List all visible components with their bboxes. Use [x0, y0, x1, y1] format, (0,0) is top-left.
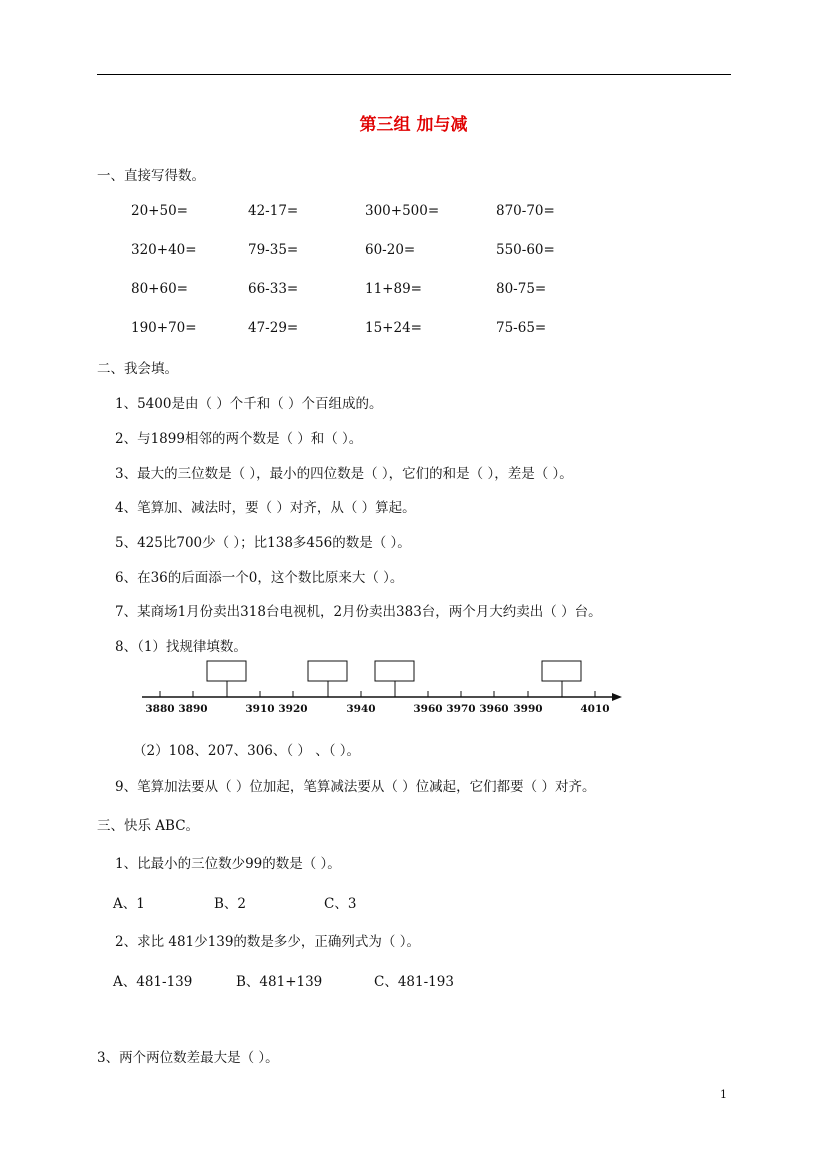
arith-item: 66-33=: [248, 281, 299, 297]
arith-item: 60-20=: [365, 242, 416, 258]
choice-question-3: 3、两个两位数差最大是（ ）。: [97, 1050, 279, 1066]
axis-arrow: [612, 693, 622, 701]
arith-item: 80+60=: [131, 281, 188, 297]
page-number: 1: [720, 1088, 727, 1101]
arith-item: 15+24=: [365, 320, 422, 336]
arith-item: 190+70=: [131, 320, 197, 336]
option-b: B、2: [214, 896, 247, 912]
arith-row: [0, 320, 827, 340]
tick-label: 3960: [413, 703, 443, 715]
question-6: 6、在36的后面添一个0，这个数比原来大（ ）。: [115, 570, 404, 586]
arith-item: 300+500=: [365, 203, 440, 219]
arith-item: 75-65=: [496, 320, 547, 336]
answer-box: [375, 661, 414, 681]
tick-label: 3920: [278, 703, 308, 715]
arith-item: 80-75=: [496, 281, 547, 297]
choice-question-1: 1、比最小的三位数少99的数是（ ）。: [115, 856, 341, 872]
question-5: 5、425比700少（ ）；比138多456的数是（ ）。: [115, 535, 411, 551]
section1-heading: 一、直接写得数。: [97, 168, 205, 184]
options-row: [0, 970, 827, 990]
arith-row: [0, 281, 827, 301]
answer-box: [207, 661, 246, 681]
question-4: 4、笔算加、减法时，要（ ）对齐，从（ ）算起。: [115, 500, 416, 516]
arith-item: 870-70=: [496, 203, 555, 219]
arith-row: [0, 242, 827, 262]
answer-box: [308, 661, 347, 681]
option-a: A、481-139: [113, 974, 193, 990]
tick-label: 3960: [479, 703, 509, 715]
arith-item: 42-17=: [248, 203, 299, 219]
answer-box: [542, 661, 581, 681]
question-7: 7、某商场1月份卖出318台电视机，2月份卖出383台，两个月大约卖出（ ）台。: [115, 604, 602, 620]
ticks: [160, 691, 595, 697]
arith-item: 320+40=: [131, 242, 197, 258]
question-2: 2、与1899相邻的两个数是（ ）和（ ）。: [115, 431, 363, 447]
question-8-part-2: （2）108、207、306、（ ） 、（ ）。: [133, 743, 361, 759]
options-row: [0, 892, 827, 912]
tick-label: 4010: [580, 703, 610, 715]
tick-labels: [145, 703, 609, 715]
question-9: 9、笔算加法要从（ ）位加起，笔算减法要从（ ）位减起，它们都要（ ）对齐。: [115, 779, 596, 795]
arith-item: 47-29=: [248, 320, 299, 336]
arith-item: 11+89=: [365, 281, 422, 297]
option-c: C、481-193: [374, 974, 454, 990]
tick-label: 3880: [145, 703, 175, 715]
section3-heading: 三、快乐 ABC。: [97, 818, 200, 834]
question-8: 8、（1）找规律填数。: [115, 639, 247, 655]
question-1: 1、5400是由（ ）个千和（ ）个百组成的。: [115, 396, 383, 412]
arith-item: 20+50=: [131, 203, 188, 219]
answer-boxes: [207, 661, 581, 697]
page-title: 第三组 加与减: [359, 115, 468, 135]
tick-label: 3910: [245, 703, 275, 715]
option-a: A、1: [113, 896, 145, 912]
tick-label: 3970: [446, 703, 476, 715]
arith-item: 79-35=: [248, 242, 299, 258]
option-b: B、481+139: [236, 974, 323, 990]
tick-label: 3990: [513, 703, 543, 715]
question-3: 3、最大的三位数是（ ），最小的四位数是（ ），它们的和是（ ），差是（ ）。: [115, 466, 573, 482]
arith-row: [0, 203, 827, 223]
tick-label: 3940: [346, 703, 376, 715]
header-rule: [97, 74, 731, 75]
tick-label: 3890: [178, 703, 208, 715]
number-line: [0, 655, 827, 717]
arith-item: 550-60=: [496, 242, 555, 258]
section2-heading: 二、我会填。: [97, 361, 178, 377]
option-c: C、3: [324, 896, 357, 912]
choice-question-2: 2、求比 481少139的数是多少，正确列式为（ ）。: [115, 934, 420, 950]
